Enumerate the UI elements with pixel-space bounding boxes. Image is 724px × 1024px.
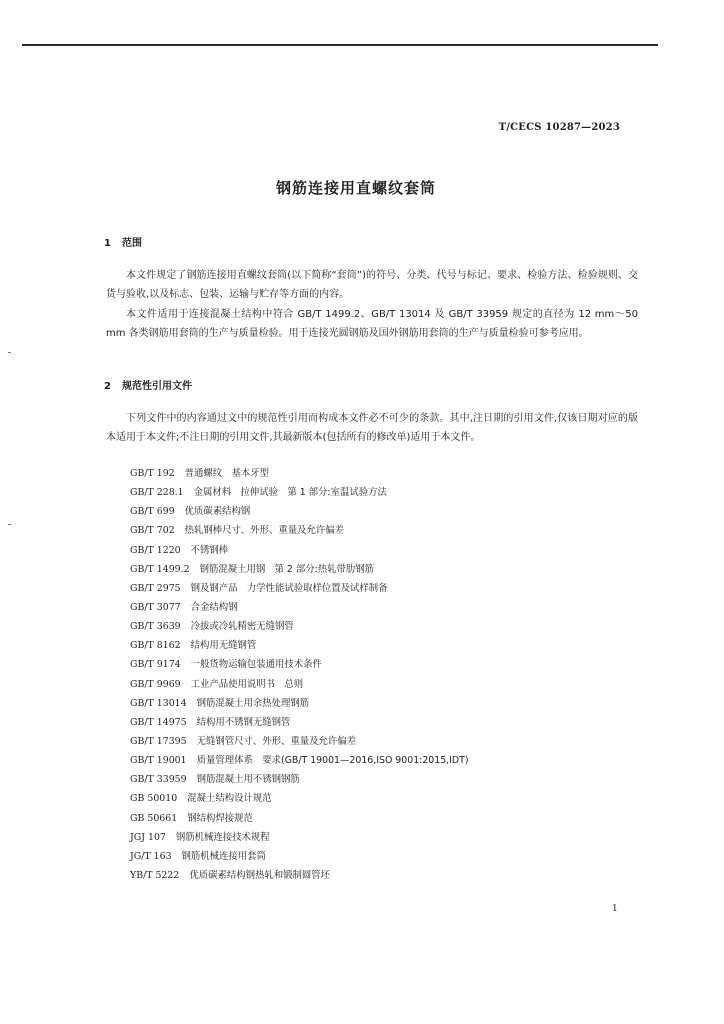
reference-code: GB/T 3639 [130,621,181,633]
reference-code: GB/T 9969 [130,678,181,690]
document-title: 钢筋连接用直螺纹套筒 [275,179,436,197]
reference-code: GB/T 9174 [130,659,181,671]
reference-code: GB/T 33959 [130,774,187,786]
reference-title: 钢筋混凝土用不锈钢钢筋 [196,774,300,786]
reference-item [130,522,469,541]
reference-title: 一般货物运输包装通用技术条件 [190,659,322,671]
reference-item [130,695,469,714]
reference-item [130,752,469,771]
reference-title: 合金结构钢 [190,601,238,613]
reference-item [130,542,469,561]
reference-code: GB/T 1499.2 [130,563,190,575]
reference-code: GB/T 8162 [130,640,181,652]
reference-item [130,771,469,790]
section-title: 规范性引用文件 [122,381,192,392]
reference-item [130,848,469,867]
reference-code: YB/T 5222 [130,869,180,881]
reference-item [130,618,469,637]
scan-mark [8,352,11,353]
header-rule [22,44,658,46]
reference-code: GB/T 192 [130,468,175,479]
section-number: 1 [104,238,111,249]
reference-item [130,656,469,675]
standard-code: T/CECS 10287—2023 [498,122,620,133]
reference-item [130,637,469,656]
reference-code: GB/T 2975 [130,582,181,594]
reference-title: 冷拔或冷轧精密无缝钢管 [190,621,294,633]
reference-item [130,867,469,886]
reference-title: 无缝钢管尺寸、外形、重量及允许偏差 [196,735,356,747]
reference-item [130,580,469,599]
reference-item [130,503,469,522]
reference-title: 结构用无缝钢管 [190,640,257,652]
reference-item [130,484,469,503]
reference-title: 优质碳素结构钢 [184,506,251,518]
section-heading-normative-references [104,377,192,392]
reference-title: 钢筋机械连接用套筒 [181,850,266,862]
reference-item [130,810,469,829]
reference-code: GB 50661 [130,812,178,824]
reference-title: 工业产品使用说明书 总则 [190,678,304,690]
reference-code: GB/T 1220 [130,544,181,556]
reference-title: 优质碳素结构钢热轧和锻制圆管坯 [189,869,330,881]
section-heading-scope [104,234,142,249]
section-title: 范围 [122,238,142,249]
reference-item [130,676,469,695]
reference-item [130,714,469,733]
reference-code: GB/T 17395 [130,735,187,747]
reference-code: GB/T 19001 [130,755,187,767]
reference-item [130,465,469,484]
reference-item [130,733,469,752]
reference-list [130,465,469,886]
reference-code: GB/T 699 [130,506,175,518]
reference-title: 热轧钢棒尺寸、外形、重量及允许偏差 [184,525,345,537]
reference-title: 钢筋机械连接技术规程 [175,831,270,843]
reference-code: GB/T 228.1 [130,487,184,499]
reference-code: JG/T 163 [130,850,172,862]
reference-title: 钢结构焊接规范 [187,812,253,824]
reference-code: GB/T 13014 [130,697,187,709]
reference-title: 不锈钢棒 [190,544,229,556]
reference-title: 钢筋混凝土用钢 第 2 部分:热轧带肋钢筋 [199,563,375,575]
reference-code: JGJ 107 [130,831,166,843]
reference-code: GB/T 702 [130,525,175,537]
reference-title: 混凝土结构设计规范 [187,793,272,805]
reference-title: 普通螺纹 基本牙型 [184,468,270,479]
reference-code: GB/T 3077 [130,601,181,613]
reference-title: 质量管理体系 要求(GB/T 19001—2016,ISO 9001:2015,IDT) [196,755,469,767]
reference-item [130,599,469,618]
scope-paragraph-1: 本文件规定了钢筋连接用直螺纹套筒(以下简称“套筒”)的符号、分类、代号与标记、要求、检验方法、检验规则、交货与验收,以及标志、包装、运输与贮存等方面的内容。 [106,270,638,300]
reference-title: 结构用不锈钢无缝钢管 [196,716,291,728]
scope-paragraph-2: 本文件适用于连接混凝土结构中符合 GB/T 1499.2、GB/T 13014 及 GB/T 33959 规定的直径为 12 mm～50 mm 各类钢筋用套筒的生产与质量检验。用于连接光圆钢筋及国外钢筋用套筒的生产与质量检验可参考应用。 [106,309,638,339]
reference-code: GB 50010 [130,793,178,805]
scan-mark [8,524,11,525]
reference-title: 钢筋混凝土用余热处理钢筋 [196,697,310,709]
reference-item [130,829,469,848]
section-number: 2 [104,381,111,392]
references-intro-paragraph: 下列文件中的内容通过文中的规范性引用而构成本文件必不可少的条款。其中,注日期的引用文件,仅该日期对应的版本适用于本文件;不注日期的引用文件,其最新版本(包括所有的修改单)适用于本文件。 [106,413,638,443]
reference-code: GB/T 14975 [130,716,187,728]
reference-title: 金属材料 拉伸试验 第 1 部分:室温试验方法 [193,487,387,499]
reference-item [130,561,469,580]
page-number: 1 [612,904,618,914]
reference-item [130,790,469,809]
reference-title: 钢及钢产品 力学性能试验取样位置及试样制备 [190,582,388,594]
